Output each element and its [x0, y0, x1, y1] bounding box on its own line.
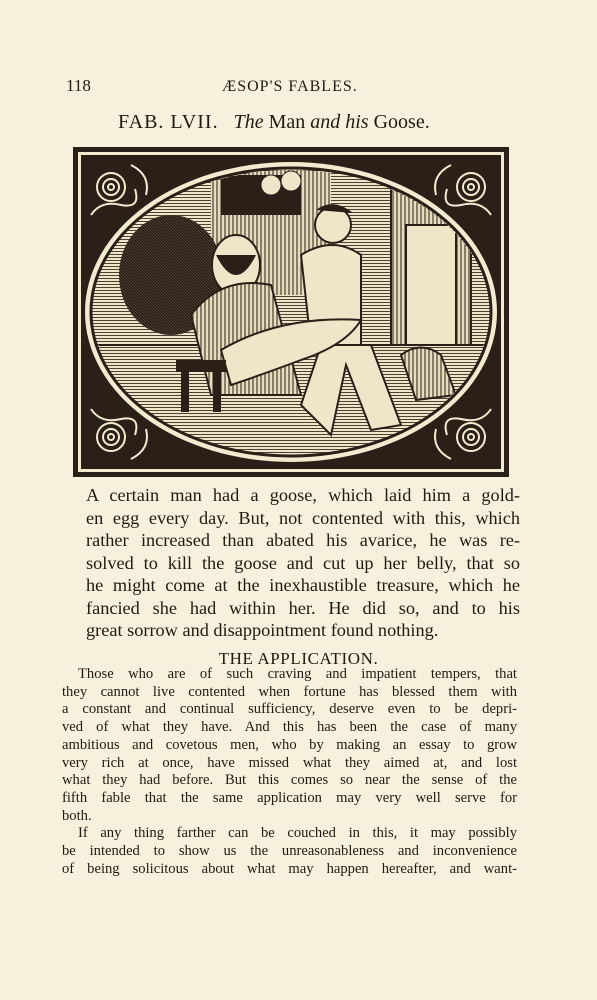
application-line: what they had before. But this comes so near the sense of the: [62, 772, 517, 789]
running-title: ÆSOP'S FABLES.: [222, 78, 358, 95]
application-line: ved of what they have. And this has been the case of many: [62, 719, 517, 736]
application-line: a constant and continual sufficiency, deserve even to be depri-: [62, 701, 517, 718]
page-number: 118: [66, 76, 91, 95]
woodcut-illustration: [71, 145, 511, 479]
application-text: [62, 666, 517, 878]
story-line: great sorrow and disappointment found nothing.: [86, 620, 439, 640]
story-line: he might come at the inexhaustible treasure, which he: [86, 575, 520, 595]
application-line: both.: [62, 807, 92, 824]
fable-story: [86, 484, 520, 642]
application-line: very rich at once, have missed what they aimed at, and lost: [62, 754, 517, 771]
story-line: fancied she had within her. He did so, and to his: [86, 597, 520, 618]
application-line: of being solicitous about what may happen hereafter, and want-: [62, 860, 517, 877]
running-head: [62, 76, 520, 98]
story-line: A certain man had a goose, which laid him a gold-: [86, 485, 520, 505]
fable-title-his: his: [345, 111, 369, 133]
fable-number: FAB. LVII.: [118, 111, 219, 133]
fable-title-man: Man: [268, 111, 306, 133]
fable-title-and: and: [310, 111, 341, 133]
story-line: en egg every day. But, not contented with this, which: [86, 507, 520, 528]
application-line: fifth fable that the same application may very well serve for: [62, 789, 517, 806]
story-line: solved to kill the goose and cut up her belly, that so: [86, 552, 520, 573]
fable-heading: [118, 111, 430, 134]
story-line: rather increased than abated his avarice, he was re-: [86, 530, 520, 550]
fable-title-goose: Goose.: [373, 111, 430, 133]
application-line: they cannot live contented when fortune has blessed them with: [62, 683, 517, 700]
application-heading: THE APPLICATION.: [218, 649, 379, 668]
application-line: Those who are of such craving and impatient tempers, that: [78, 666, 517, 682]
application-line: If any thing farther can be couched in this, it may possibly: [78, 825, 517, 842]
application-line: be intended to show us the unreasonableness and inconvenience: [62, 843, 517, 860]
application-line: ambitious and covetous men, who by making an essay to grow: [62, 736, 517, 753]
fable-title-the: The: [233, 111, 264, 133]
